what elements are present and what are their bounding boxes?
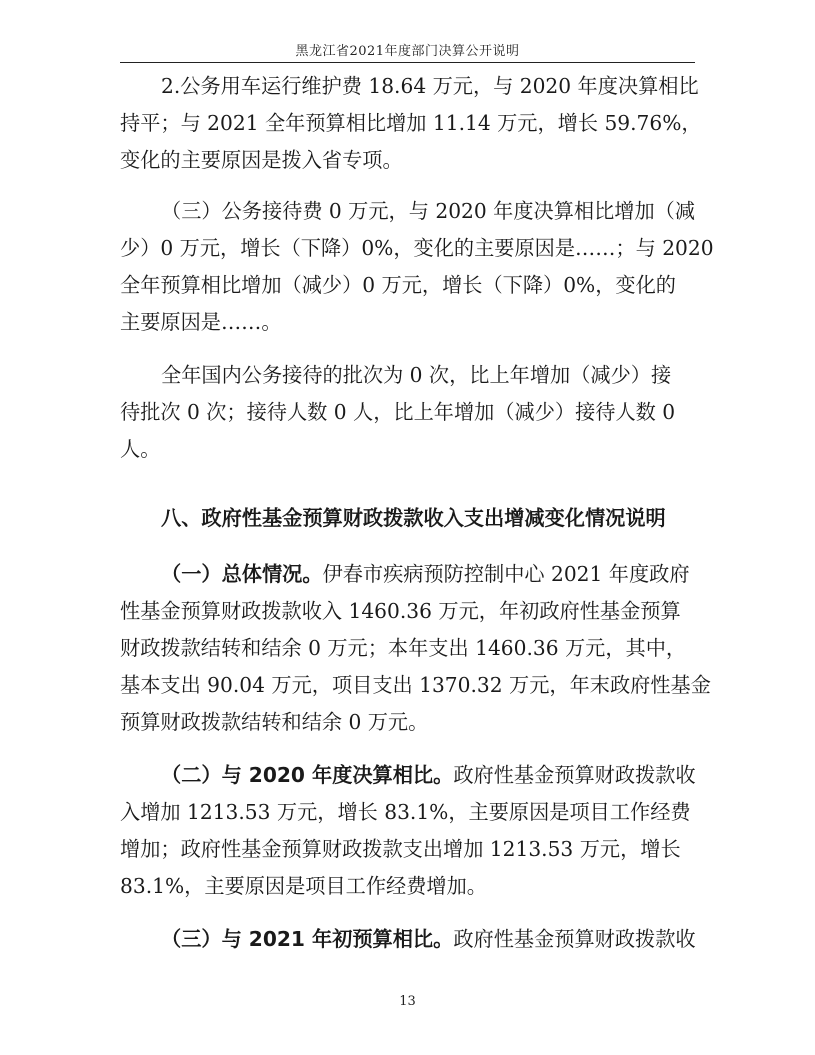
paragraph-line: 人。 <box>120 437 161 461</box>
subsection-lead: （一）总体情况。 <box>161 562 323 586</box>
paragraph-line: 全年国内公务接待的批次为 0 次，比上年增加（减少）接 <box>161 363 672 387</box>
paragraph-line: 财政拨款结转和结余 0 万元；本年支出 1460.36 万元，其中， <box>120 636 687 660</box>
paragraph-line: 预算财政拨款结转和结余 0 万元。 <box>120 710 429 734</box>
paragraph-line: 增加；政府性基金预算财政拨款支出增加 1213.53 万元，增长 <box>120 837 681 861</box>
paragraph-line <box>161 926 696 952</box>
paragraph-text: 政府性基金预算财政拨款收 <box>453 763 696 787</box>
page-header: 黑龙江省2021年度部门决算公开说明 <box>295 44 520 59</box>
paragraph-line: 全年预算相比增加（减少）0 万元，增长（下降）0%，变化的 <box>120 273 676 297</box>
paragraph-line: （三）公务接待费 0 万元，与 2020 年度决算相比增加（减 <box>161 199 696 223</box>
paragraph-line: 少）0 万元，增长（下降）0%，变化的主要原因是……；与 2020 <box>120 236 714 260</box>
paragraph-line: 待批次 0 次；接待人数 0 人，比上年增加（减少）接待人数 0 <box>120 400 676 424</box>
subsection-lead: （二）与 2020 年度决算相比。 <box>161 763 454 787</box>
paragraph-line <box>161 762 696 788</box>
subsection-lead: （三）与 2021 年初预算相比。 <box>161 927 454 951</box>
paragraph-line: 2.公务用车运行维护费 18.64 万元，与 2020 年度决算相比 <box>161 74 699 98</box>
paragraph-line: 主要原因是……。 <box>120 310 282 334</box>
paragraph-line: 性基金预算财政拨款收入 1460.36 万元，年初政府性基金预算 <box>120 599 681 623</box>
paragraph-text: 伊春市疾病预防控制中心 2021 年度政府 <box>322 562 690 586</box>
paragraph-line: 基本支出 90.04 万元，项目支出 1370.32 万元，年末政府性基金 <box>120 673 711 697</box>
page-number: 13 <box>399 994 416 1009</box>
paragraph-line <box>161 561 690 587</box>
paragraph-line: 83.1%，主要原因是项目工作经费增加。 <box>120 874 487 898</box>
paragraph-line: 变化的主要原因是拨入省专项。 <box>120 148 403 172</box>
paragraph-line: 持平；与 2021 全年预算相比增加 11.14 万元，增长 59.76%， <box>120 111 702 135</box>
section-heading: 八、政府性基金预算财政拨款收入支出增减变化情况说明 <box>161 506 666 530</box>
header-rule <box>120 62 695 63</box>
paragraph-line: 入增加 1213.53 万元，增长 83.1%，主要原因是项目工作经费 <box>120 800 691 824</box>
paragraph-text: 政府性基金预算财政拨款收 <box>453 927 696 951</box>
